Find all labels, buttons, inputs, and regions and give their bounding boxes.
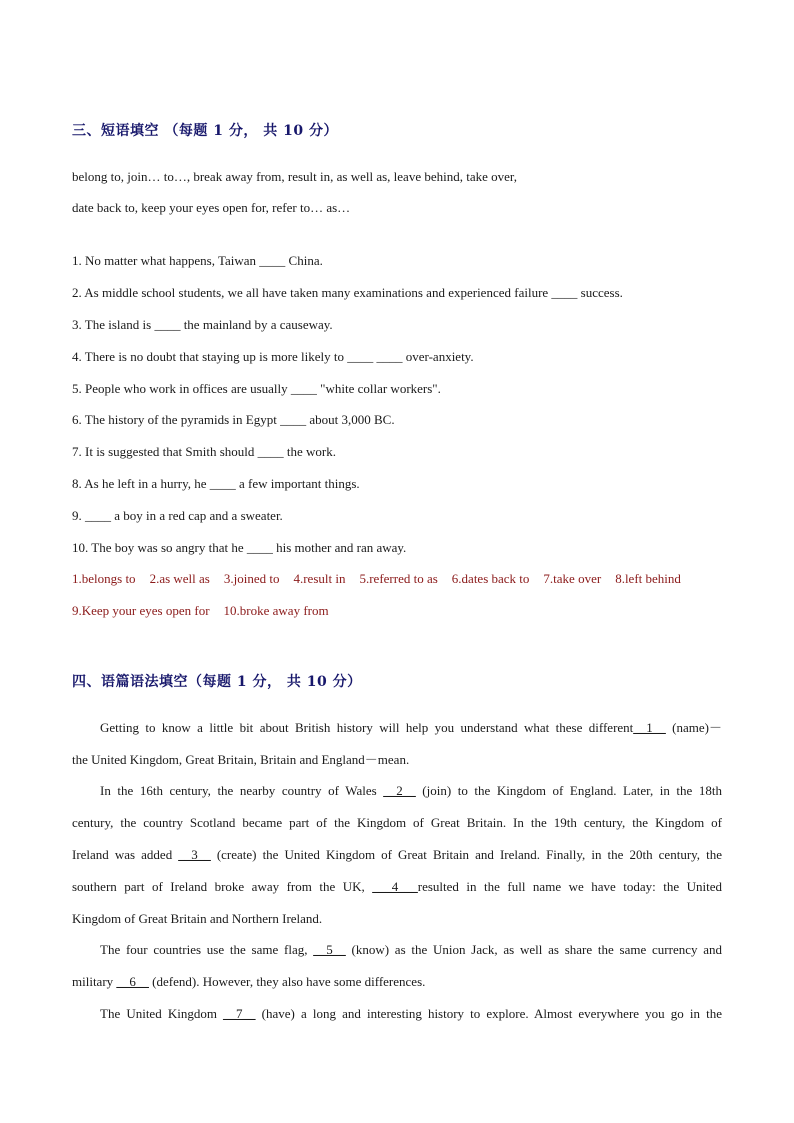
answer-item: 4.result in <box>293 571 346 586</box>
question-8: 8. As he left in a hurry, he ____ a few important things. <box>72 476 360 491</box>
passage-text: (name)－ <box>665 720 722 735</box>
passage-text: Getting to know a little bit about British history will help you understand what these different <box>100 720 634 735</box>
question-1: 1. No matter what happens, Taiwan ____ China. <box>72 253 323 268</box>
blank-7: __7__ <box>223 1006 256 1021</box>
question-10: 10. The boy was so angry that he ____ his mother and ran away. <box>72 540 407 555</box>
passage-text: The United Kingdom <box>100 1006 224 1021</box>
passage-text: southern part of Ireland broke away from the UK, <box>72 879 373 894</box>
passage-line: century, the country Scotland became part of the Kingdom of Great Britain. In the 19th century, the Kingdom of <box>72 815 722 830</box>
answer-key-line-1 <box>72 570 681 588</box>
answer-item: 7.take over <box>543 571 602 586</box>
passage-line <box>72 782 722 800</box>
passage-line <box>72 973 722 991</box>
answer-item: 5.referred to as <box>359 571 438 586</box>
passage-text: military <box>72 974 117 989</box>
blank-1: __1__ <box>633 720 666 735</box>
passage-line <box>72 719 722 737</box>
question-2: 2. As middle school students, we all have taken many examinations and experienced failure ____ success. <box>72 285 623 300</box>
answer-item: 9.Keep your eyes open for <box>72 603 210 618</box>
passage-line <box>72 1005 722 1023</box>
passage-text: resulted in the full name we have today: the United <box>417 879 723 894</box>
passage-text: (create) the United Kingdom of Great Britain and Ireland. Finally, in the 20th century, the <box>210 847 722 862</box>
passage-line <box>72 941 722 959</box>
passage-line <box>72 878 722 896</box>
blank-3: __3__ <box>178 847 211 862</box>
passage-text: (defend). However, they also have some differences. <box>148 974 426 989</box>
passage-line: Kingdom of Great Britain and Northern Ireland. <box>72 911 323 926</box>
passage-line <box>72 846 722 864</box>
blank-2: __2__ <box>383 783 416 798</box>
section-4-heading: 四、语篇语法填空（每题 1 分， 共 10 分） <box>72 674 362 690</box>
passage-text: The four countries use the same flag, <box>100 942 314 957</box>
answer-item: 3.joined to <box>223 571 280 586</box>
answer-item: 1.belongs to <box>72 571 136 586</box>
question-3: 3. The island is ____ the mainland by a causeway. <box>72 317 333 332</box>
passage-line: the United Kingdom, Great Britain, Britain and England－mean. <box>72 752 410 767</box>
question-7: 7. It is suggested that Smith should ____ the work. <box>72 444 336 459</box>
answer-item: 8.left behind <box>615 571 681 586</box>
passage-text: (know) as the Union Jack, as well as share the same currency and <box>345 942 723 957</box>
answer-key-line-2 <box>72 602 343 620</box>
question-9: 9. ____ a boy in a red cap and a sweater. <box>72 508 283 523</box>
passage-text: Ireland was added <box>72 847 179 862</box>
blank-5: __5__ <box>313 942 346 957</box>
phrase-bank-line-1: belong to, join… to…, break away from, result in, as well as, leave behind, take over, <box>72 169 517 184</box>
section-3-heading: 三、短语填空 （每题 1 分， 共 10 分） <box>72 123 338 139</box>
phrase-bank-line-2: date back to, keep your eyes open for, refer to… as… <box>72 200 351 215</box>
question-6: 6. The history of the pyramids in Egypt ____ about 3,000 BC. <box>72 412 395 427</box>
answer-item: 2.as well as <box>149 571 210 586</box>
blank-6: __6__ <box>116 974 149 989</box>
passage-text: (join) to the Kingdom of England. Later, in the 18th <box>415 783 722 798</box>
question-5: 5. People who work in offices are usually ____ "white collar workers". <box>72 381 441 396</box>
blank-4: ___4___ <box>372 879 418 894</box>
question-4: 4. There is no doubt that staying up is more likely to ____ ____ over-anxiety. <box>72 349 474 364</box>
passage-text: (have) a long and interesting history to explore. Almost everywhere you go in the <box>255 1006 722 1021</box>
answer-item: 6.dates back to <box>451 571 530 586</box>
passage-text: In the 16th century, the nearby country of Wales <box>100 783 384 798</box>
answer-item: 10.broke away from <box>223 603 329 618</box>
